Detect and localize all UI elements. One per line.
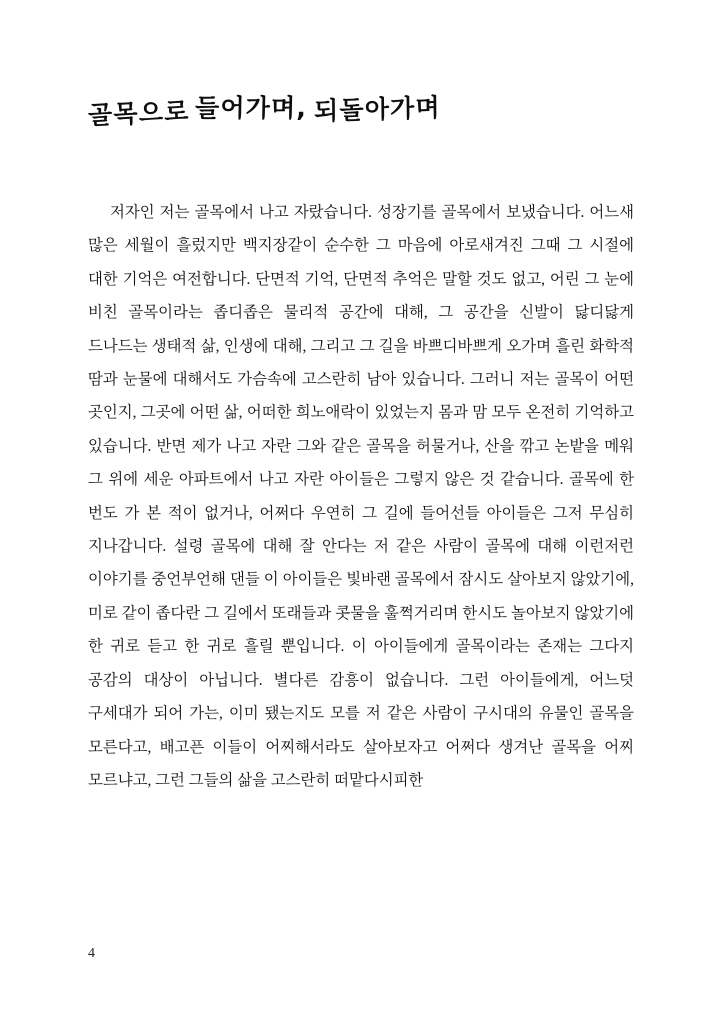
chapter-title-segment-1: 골목으로 — [87, 96, 190, 131]
body-text — [88, 196, 634, 797]
page-number: 4 — [88, 946, 95, 961]
chapter-title-segment-2: 들어가며, — [195, 93, 308, 123]
chapter-title — [88, 82, 648, 130]
body-paragraph: 저자인 저는 골목에서 나고 자랐습니다. 성장기를 골목에서 보냈습니다. 어느새 많은 세월이 흘렀지만 백지장같이 순수한 그 마음에 아로새겨진 그때 그 시절에 대한 기억은 여전합니다. 단면적 기억, 단면적 추억은 말할 것도 없고, 어린 그 눈에 비친 골목이라는 좁디좁은 물리적 공간에 대해, 그 공간을 신발이 닳디닳게 드나드는 생태적 삶, 인생에 대해, 그리고 그 길을 바쁘디바쁘게 오가며 흘린 화학적 땀과 눈물에 대해서도 가슴속에 고스란히 남아 있습니다. 그러니 저는 골목이 어떤 곳인지, 그곳에 어떤 삶, 어떠한 희노애락이 있었는지 몸과 맘 모두 온전히 기억하고 있습니다. 반면 제가 나고 자란 그와 같은 골목을 허물거나, 산을 깎고 논밭을 메워 그 위에 세운 아파트에서 나고 자란 아이들은 그렇지 않은 것 같습니다. 골목에 한 번도 가 본 적이 없거나, 어쩌다 우연히 그 길에 들어선들 아이들은 그저 무심히 지나갑니다. 설령 골목에 대해 잘 안다는 저 같은 사람이 골목에 대해 이런저런 이야기를 중언부언해 댄들 이 아이들은 빛바랜 골목에서 잠시도 살아보지 않았기에, 미로 같이 좁다란 그 길에서 또래들과 콧물을 훌쩍거리며 한시도 놀아보지 않았기에 한 귀로 듣고 한 귀로 흘릴 뿐입니다. 이 아이들에게 골목이라는 존재는 그다지 공감의 대상이 아닙니다. 별다른 감흥이 없습니다. 그런 아이들에게, 어느덧 구세대가 되어 가는, 이미 됐는지도 모를 저 같은 사람이 구시대의 유물인 골목을 모른다고, 배고픈 이들이 어찌해서라도 살아보자고 어쩌다 생겨난 골목을 어찌 모르냐고, 그런 그들의 삶을 고스란히 떠맡다시피한 — [88, 204, 634, 789]
chapter-title-segment-3: 되돌아가며 — [313, 92, 441, 126]
